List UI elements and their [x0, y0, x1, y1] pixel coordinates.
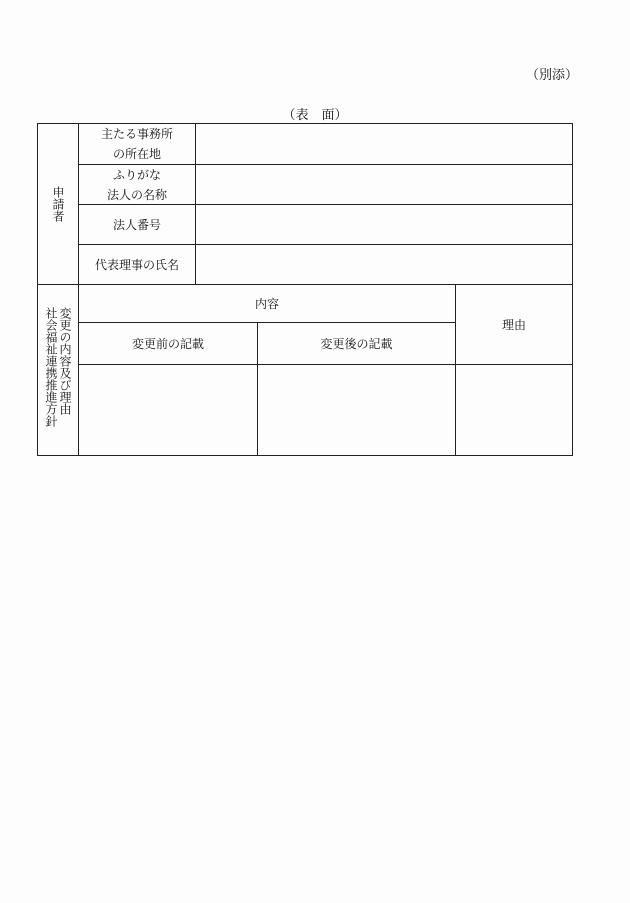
change-group-label [38, 285, 78, 456]
corporate-number-label [79, 205, 195, 244]
applicant-label-text: 申請者 [51, 186, 65, 222]
applicant-group-label [38, 124, 78, 284]
representative-name-label-text: 代表理事の氏名 [94, 257, 179, 272]
corporate-number-label-text: 法人番号 [112, 217, 161, 232]
after-field[interactable] [258, 365, 455, 456]
reason-field[interactable] [456, 365, 572, 456]
before-header-text: 変更前の記載 [131, 336, 204, 351]
office-address-label-line1: 主たる事務所 [100, 127, 173, 141]
annex-label: （別添） [525, 68, 578, 83]
content-header-text: 内容 [254, 296, 279, 311]
after-header-text: 変更後の記載 [320, 336, 393, 351]
office-address-field[interactable] [196, 124, 572, 164]
representative-name-label [79, 245, 195, 284]
furigana-label: ふりがな [112, 167, 161, 182]
corporation-name-label-text: 法人の名称 [106, 187, 167, 202]
application-form-table [37, 123, 573, 456]
corporate-number-field[interactable] [196, 205, 572, 244]
reason-header [456, 285, 572, 364]
office-address-label [79, 124, 195, 164]
change-label-col1: 社会福祉連携推進方針 [44, 307, 58, 427]
change-label-col2: 変更の内容及び理由 [58, 307, 72, 415]
corporation-name-field[interactable] [196, 165, 572, 204]
representative-name-field[interactable] [196, 245, 572, 284]
corporation-name-label [79, 165, 195, 204]
form-side-title: （表 面） [282, 108, 348, 123]
reason-header-text: 理由 [501, 317, 526, 332]
office-address-label-line2: の所在地 [112, 147, 161, 161]
content-header [79, 285, 455, 322]
before-field[interactable] [79, 365, 257, 456]
before-header [79, 323, 257, 364]
after-header [258, 323, 455, 364]
